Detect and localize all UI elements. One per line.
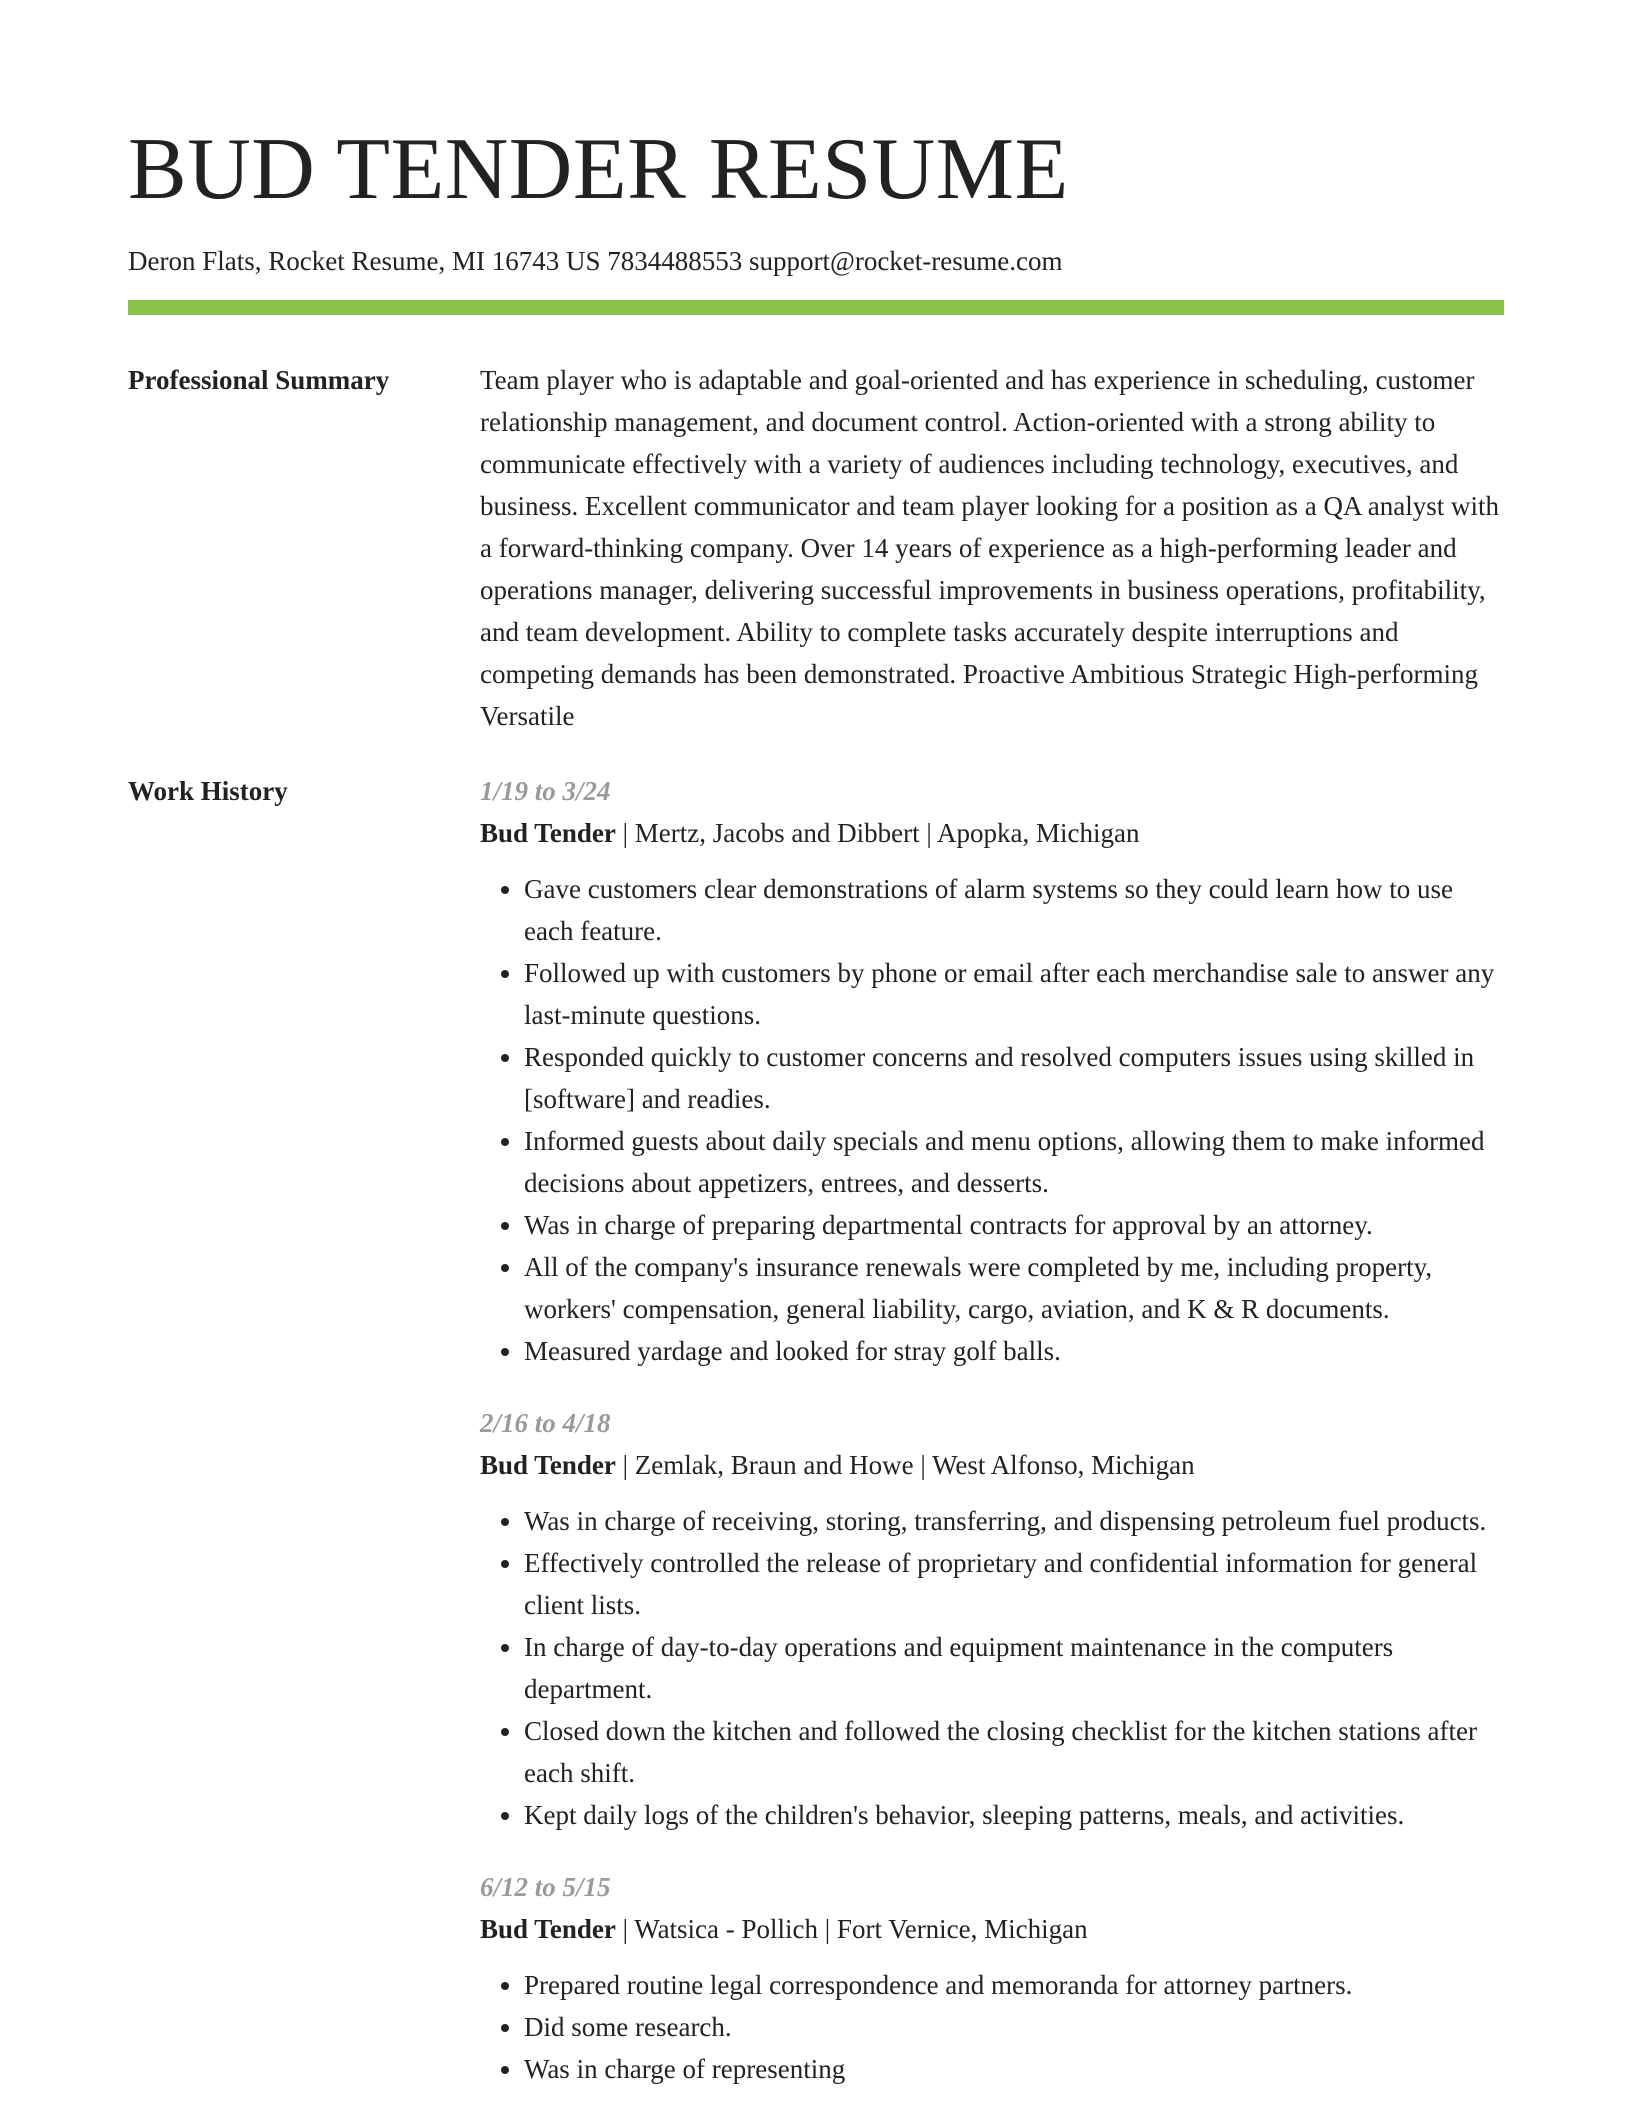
job-dates: 2/16 to 4/18 [480,1408,611,1438]
summary-heading: Professional Summary [128,365,390,395]
job-dates: 6/12 to 5/15 [480,1872,611,1902]
job-bullet-list [480,868,1504,1372]
resume-page [128,0,1504,2120]
job-details: | Watsica - Pollich | Fort Vernice, Michigan [615,1914,1088,1944]
job-title: Bud Tender [480,1914,616,1944]
job-bullet: • Kept daily logs of the children's behavior, sleeping patterns, meals, and activities. [524,1794,1504,1836]
job-entry [480,770,1504,1372]
job-bullet-list [480,1500,1504,1836]
job-title: Bud Tender [480,1450,616,1480]
job-bullet: • Measured yardage and looked for stray golf balls. [524,1330,1504,1372]
job-bullet: • Was in charge of receiving, storing, transferring, and dispensing petroleum fuel products. [524,1500,1504,1542]
job-title: Bud Tender [480,818,616,848]
job-bullet: • Responded quickly to customer concerns and resolved computers issues using skilled in [software] and readies. [524,1036,1504,1120]
job-header [480,1444,1504,1486]
job-header [480,1908,1504,1950]
job-bullet: • All of the company's insurance renewals were completed by me, including property, workers' compensation, general liability, cargo, aviation, and K & R documents. [524,1246,1504,1330]
job-bullet: • Was in charge of preparing departmental contracts for approval by an attorney. [524,1204,1504,1246]
summary-body [480,359,1504,737]
summary-text: Team player who is adaptable and goal-oriented and has experience in scheduling, customer relationship management, and document control. Action-oriented with a strong ability to communicate effectively with a variety of audiences including technology, executives, and business. Excellent communicator and team player looking for a position as a QA analyst with a forward-thinking company. Over 14 years of experience as a high-performing leader and operations manager, delivering successful improvements in business operations, profitability, and team development. Ability to complete tasks accurately despite interruptions and competing demands has been demonstrated. Proactive Ambitious Strategic High-performing Versatile [480,365,1500,731]
job-entry [480,1866,1504,2090]
work-history-body [480,770,1504,2120]
job-dates: 1/19 to 3/24 [480,776,611,806]
job-header [480,812,1504,854]
job-bullet: • Did some research. [524,2006,1504,2048]
job-bullet: • Was in charge of representing [524,2048,1504,2090]
accent-divider [128,300,1504,315]
job-details: | Zemlak, Braun and Howe | West Alfonso, Michigan [615,1450,1195,1480]
job-bullet: • Followed up with customers by phone or email after each merchandise sale to answer any last-minute questions. [524,952,1504,1036]
job-bullet: • In charge of day-to-day operations and equipment maintenance in the computers department. [524,1626,1504,1710]
job-bullet: • Gave customers clear demonstrations of alarm systems so they could learn how to use each feature. [524,868,1504,952]
job-bullet: • Prepared routine legal correspondence and memoranda for attorney partners. [524,1964,1504,2006]
resume-title: BUD TENDER RESUME [128,121,1069,218]
job-bullet: • Informed guests about daily specials and menu options, allowing them to make informed decisions about appetizers, entrees, and desserts. [524,1120,1504,1204]
summary-section [128,359,1504,737]
job-bullet: • Closed down the kitchen and followed the closing checklist for the kitchen stations after each shift. [524,1710,1504,1794]
job-entry [480,1402,1504,1836]
job-bullet: • Effectively controlled the release of proprietary and confidential information for general client lists. [524,1542,1504,1626]
job-bullet-list [480,1964,1504,2090]
work-history-heading: Work History [128,776,288,806]
contact-line: Deron Flats, Rocket Resume, MI 16743 US 7834488553 support@rocket-resume.com [128,246,1063,276]
work-history-section [128,770,1504,2120]
job-details: | Mertz, Jacobs and Dibbert | Apopka, Michigan [615,818,1140,848]
